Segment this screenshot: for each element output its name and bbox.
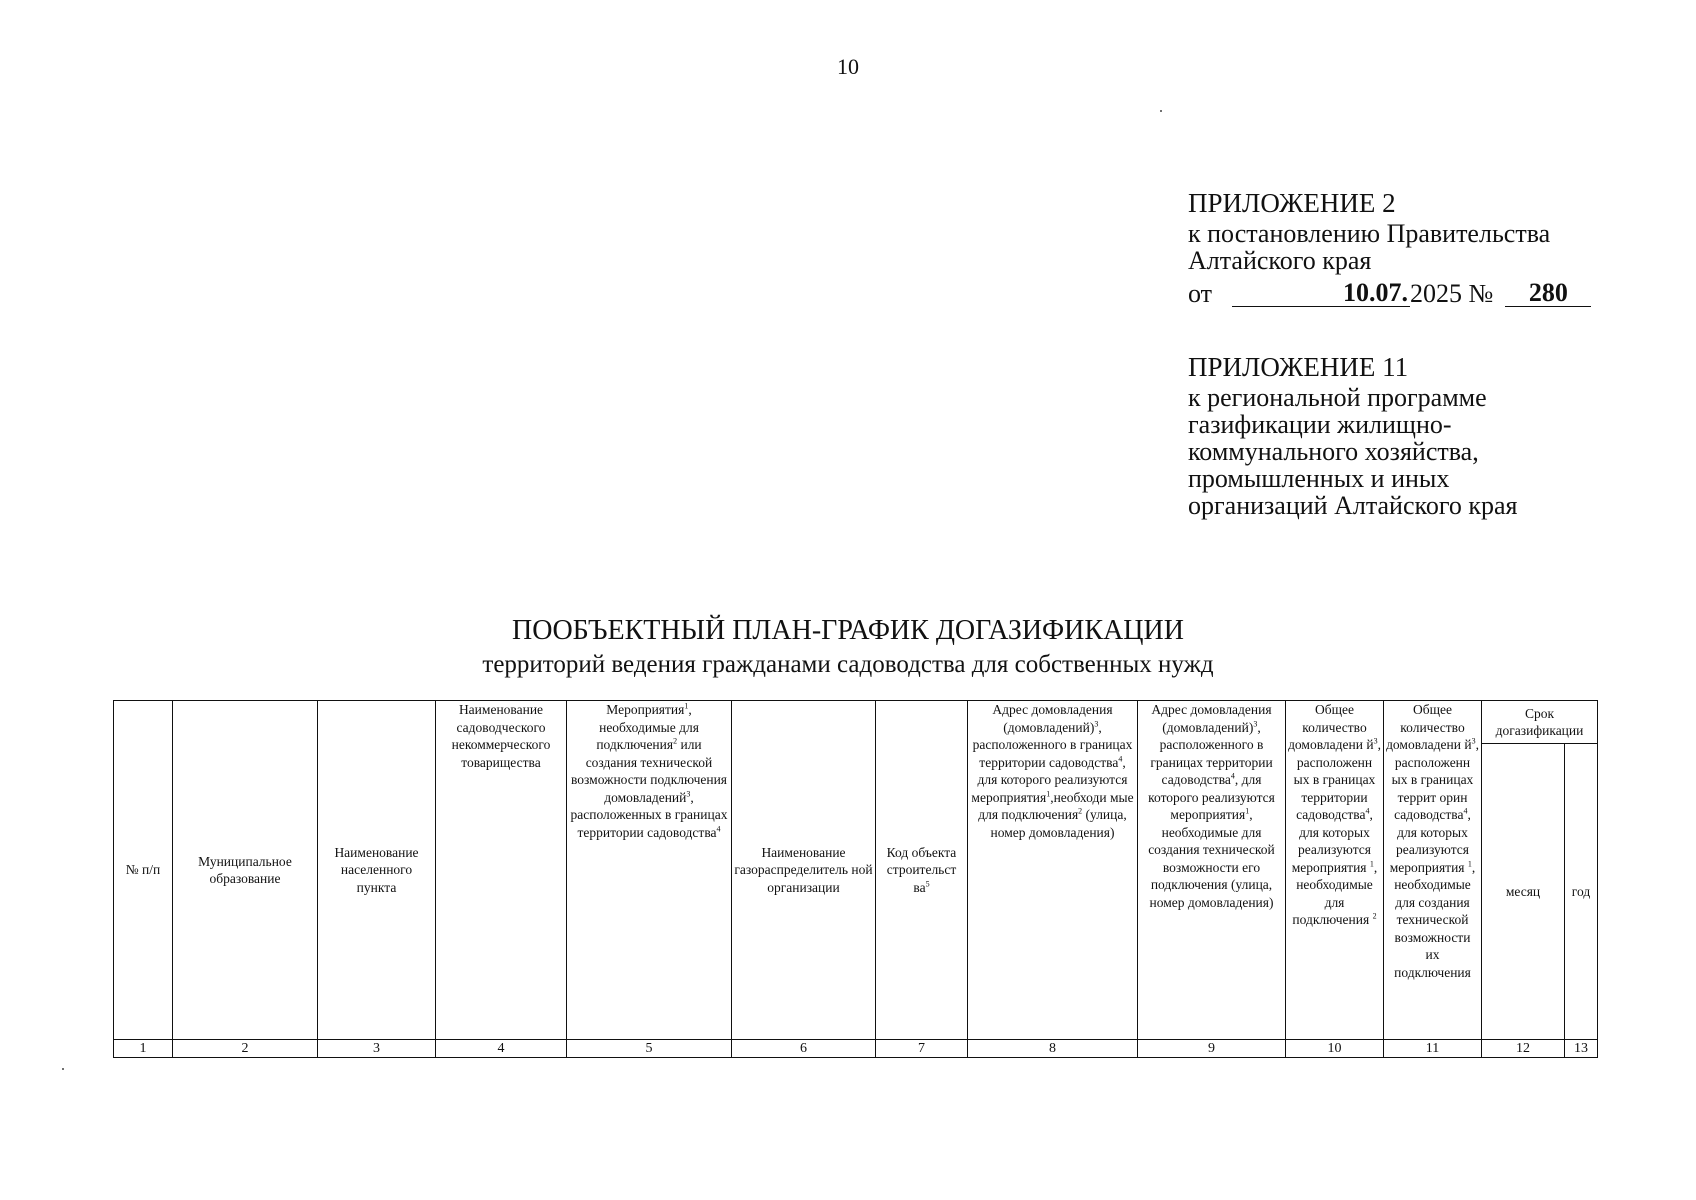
appendix-2-heading: ПРИЛОЖЕНИЕ 2 [1188,188,1396,218]
document-subtitle: территорий ведения гражданами садоводства для собственных нужд [482,651,1214,678]
appendix-11-block [1188,354,1588,519]
header-address-technical: Адрес домовладения (домовладений)$^3$, расположенного в границах территории садоводства$^4$, для которого реализуются мероприятия$^1$, необходимые для создания технической возможности его подключения (улица, номер домовладения) [1138,701,1286,1040]
schedule-table [113,700,1598,1058]
column-number: 1 [114,1040,173,1058]
appendix-11-line: к региональной программе [1188,383,1487,412]
column-number: 2 [173,1040,318,1058]
column-number: 3 [318,1040,436,1058]
header-month: месяц [1482,744,1565,1040]
approval-date-line [1188,279,1618,307]
column-number: 4 [436,1040,567,1058]
column-number-row [114,1040,1598,1058]
header-object-code: Код объекта строительст $ва^5$ [876,701,968,1040]
appendix-11-line: промышленных и иных [1188,464,1450,493]
appendix-2-block [1188,190,1618,307]
header-row-number: № п/п [114,701,173,1040]
column-number: 7 [876,1040,968,1058]
scan-speck [62,1068,64,1070]
header-count-connection: Общее количество домовладени $й^3$, расположенн ых в границах территории садоводства$^4$, для которых реализуются мероприятия $^1$, необходимые для подключения $^2$ [1286,701,1384,1040]
approval-date: 10.07. [1232,279,1410,307]
appendix-11-line: газификации жилищно- [1188,410,1452,439]
header-settlement: Наименование населенного пункта [318,701,436,1040]
page-number: 10 [837,54,859,79]
column-number: 12 [1482,1040,1565,1058]
appendix-2-line: к постановлению Правительства [1188,219,1551,248]
appendix-11-line: коммунального хозяйства, [1188,437,1479,466]
header-year: год [1565,744,1598,1040]
column-number: 11 [1384,1040,1482,1058]
document-title: ПООБЪЕКТНЫЙ ПЛАН-ГРАФИК ДОГАЗИФИКАЦИИ [512,615,1184,646]
column-number: 5 [567,1040,732,1058]
header-address-connection: Адрес домовладения (домовладений)$^3$, расположенного в границах территории садоводства$^4$, для которого реализуются мероприятия$^1$,необходи мые для подключения$^2$ (улица, номер домовладения) [968,701,1138,1040]
date-prefix: от [1188,279,1213,308]
appendix-2-line: Алтайского края [1188,246,1372,275]
decree-number: 280 [1505,279,1591,307]
column-number: 8 [968,1040,1138,1058]
header-count-technical: Общее количество домовладени $й^3$, расположенн ых в границах террит орин садоводства$^4$, для которых реализуются мероприятия $^1$, необходимые для создания технической возможности их подключения [1384,701,1482,1040]
header-garden-partnership: Наименование садоводческого некоммерческого товарищества [436,701,567,1040]
header-measures: Мероприятия$^1$, необходимые для подключения$^2$ или создания технической возможности подключения домовладений$^3$, расположенных в границах территории садоводства$^4$ [567,701,732,1040]
column-number: 6 [732,1040,876,1058]
scan-speck [1160,110,1162,112]
appendix-11-heading: ПРИЛОЖЕНИЕ 11 [1188,352,1409,382]
header-municipality: Муниципальное образование [173,701,318,1040]
column-number: 10 [1286,1040,1384,1058]
approval-year: 2025 № [1410,279,1494,308]
header-gas-distribution-org: Наименование газораспределитель ной организации [732,701,876,1040]
column-number: 13 [1565,1040,1598,1058]
header-deadline-group: Срок догазификации [1482,701,1598,744]
appendix-11-line: организаций Алтайского края [1188,491,1518,520]
column-number: 9 [1138,1040,1286,1058]
